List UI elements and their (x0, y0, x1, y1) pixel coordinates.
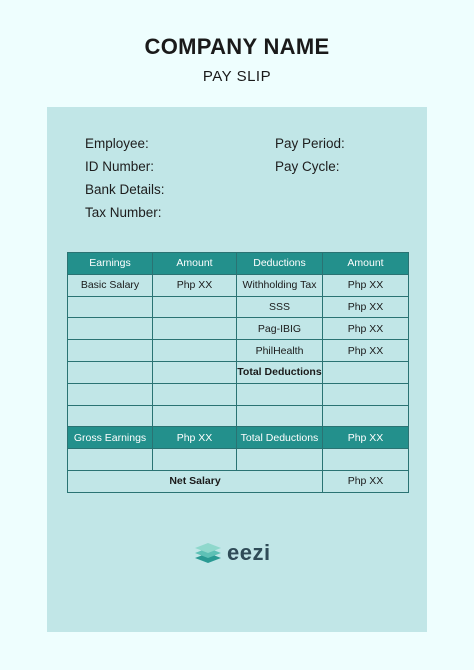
table-cell: Php XX (323, 340, 409, 362)
table-cell (323, 361, 409, 383)
deductions-header: Deductions (237, 253, 323, 275)
table-cell (153, 449, 237, 471)
table-cell (68, 449, 153, 471)
table-cell: Pag-IBIG (237, 318, 323, 340)
table-cell: Basic Salary (68, 274, 153, 296)
table-cell (153, 296, 237, 318)
total-deductions-label: Total Deductions (237, 361, 323, 383)
net-salary-value: Php XX (323, 470, 409, 492)
total-deductions-band-label: Total Deductions (237, 427, 323, 449)
table-cell: Php XX (323, 296, 409, 318)
tax-number-label: Tax Number: (85, 205, 162, 220)
pay-slip-table (67, 252, 409, 493)
table-row (68, 318, 409, 340)
net-salary-row (68, 470, 409, 492)
net-salary-label: Net Salary (68, 470, 323, 492)
bank-details-label: Bank Details: (85, 182, 165, 197)
company-name: COMPANY NAME (144, 34, 330, 59)
table-cell (153, 340, 237, 362)
table-cell (323, 405, 409, 427)
table-cell (68, 361, 153, 383)
table-row (68, 383, 409, 405)
table-cell (237, 383, 323, 405)
earnings-header: Earnings (68, 253, 153, 275)
totals-row (68, 427, 409, 449)
stacked-layers-icon (193, 541, 223, 565)
table-cell (68, 405, 153, 427)
table-cell (68, 318, 153, 340)
table-cell: PhilHealth (237, 340, 323, 362)
table-row (68, 405, 409, 427)
table-row (68, 449, 409, 471)
table-row (68, 296, 409, 318)
table-header-row (68, 253, 409, 275)
table-cell (237, 449, 323, 471)
table-cell (153, 383, 237, 405)
earnings-amount-header: Amount (153, 253, 237, 275)
pay-period-label: Pay Period: (275, 136, 345, 151)
pay-slip-panel (47, 107, 427, 632)
logo-wordmark: eezi (227, 540, 271, 565)
table-cell: Php XX (323, 274, 409, 296)
table-cell (153, 405, 237, 427)
id-number-label: ID Number: (85, 159, 155, 174)
total-deductions-value: Php XX (323, 427, 409, 449)
table-cell (68, 340, 153, 362)
table-cell (68, 383, 153, 405)
gross-earnings-value: Php XX (153, 427, 237, 449)
eezi-logo (193, 540, 271, 566)
table-cell: Php XX (153, 274, 237, 296)
employee-label: Employee: (85, 136, 149, 151)
table-cell (323, 449, 409, 471)
table-cell (323, 383, 409, 405)
table-row (68, 274, 409, 296)
table-cell: Withholding Tax (237, 274, 323, 296)
pay-slip-title: PAY SLIP (202, 68, 272, 85)
table-row (68, 361, 409, 383)
table-row (68, 340, 409, 362)
table-cell (68, 296, 153, 318)
table-cell: Php XX (323, 318, 409, 340)
gross-earnings-label: Gross Earnings (68, 427, 153, 449)
table-cell (153, 318, 237, 340)
table-cell (237, 405, 323, 427)
pay-cycle-label: Pay Cycle: (275, 159, 340, 174)
table-cell: SSS (237, 296, 323, 318)
deductions-amount-header: Amount (323, 253, 409, 275)
table-cell (153, 361, 237, 383)
